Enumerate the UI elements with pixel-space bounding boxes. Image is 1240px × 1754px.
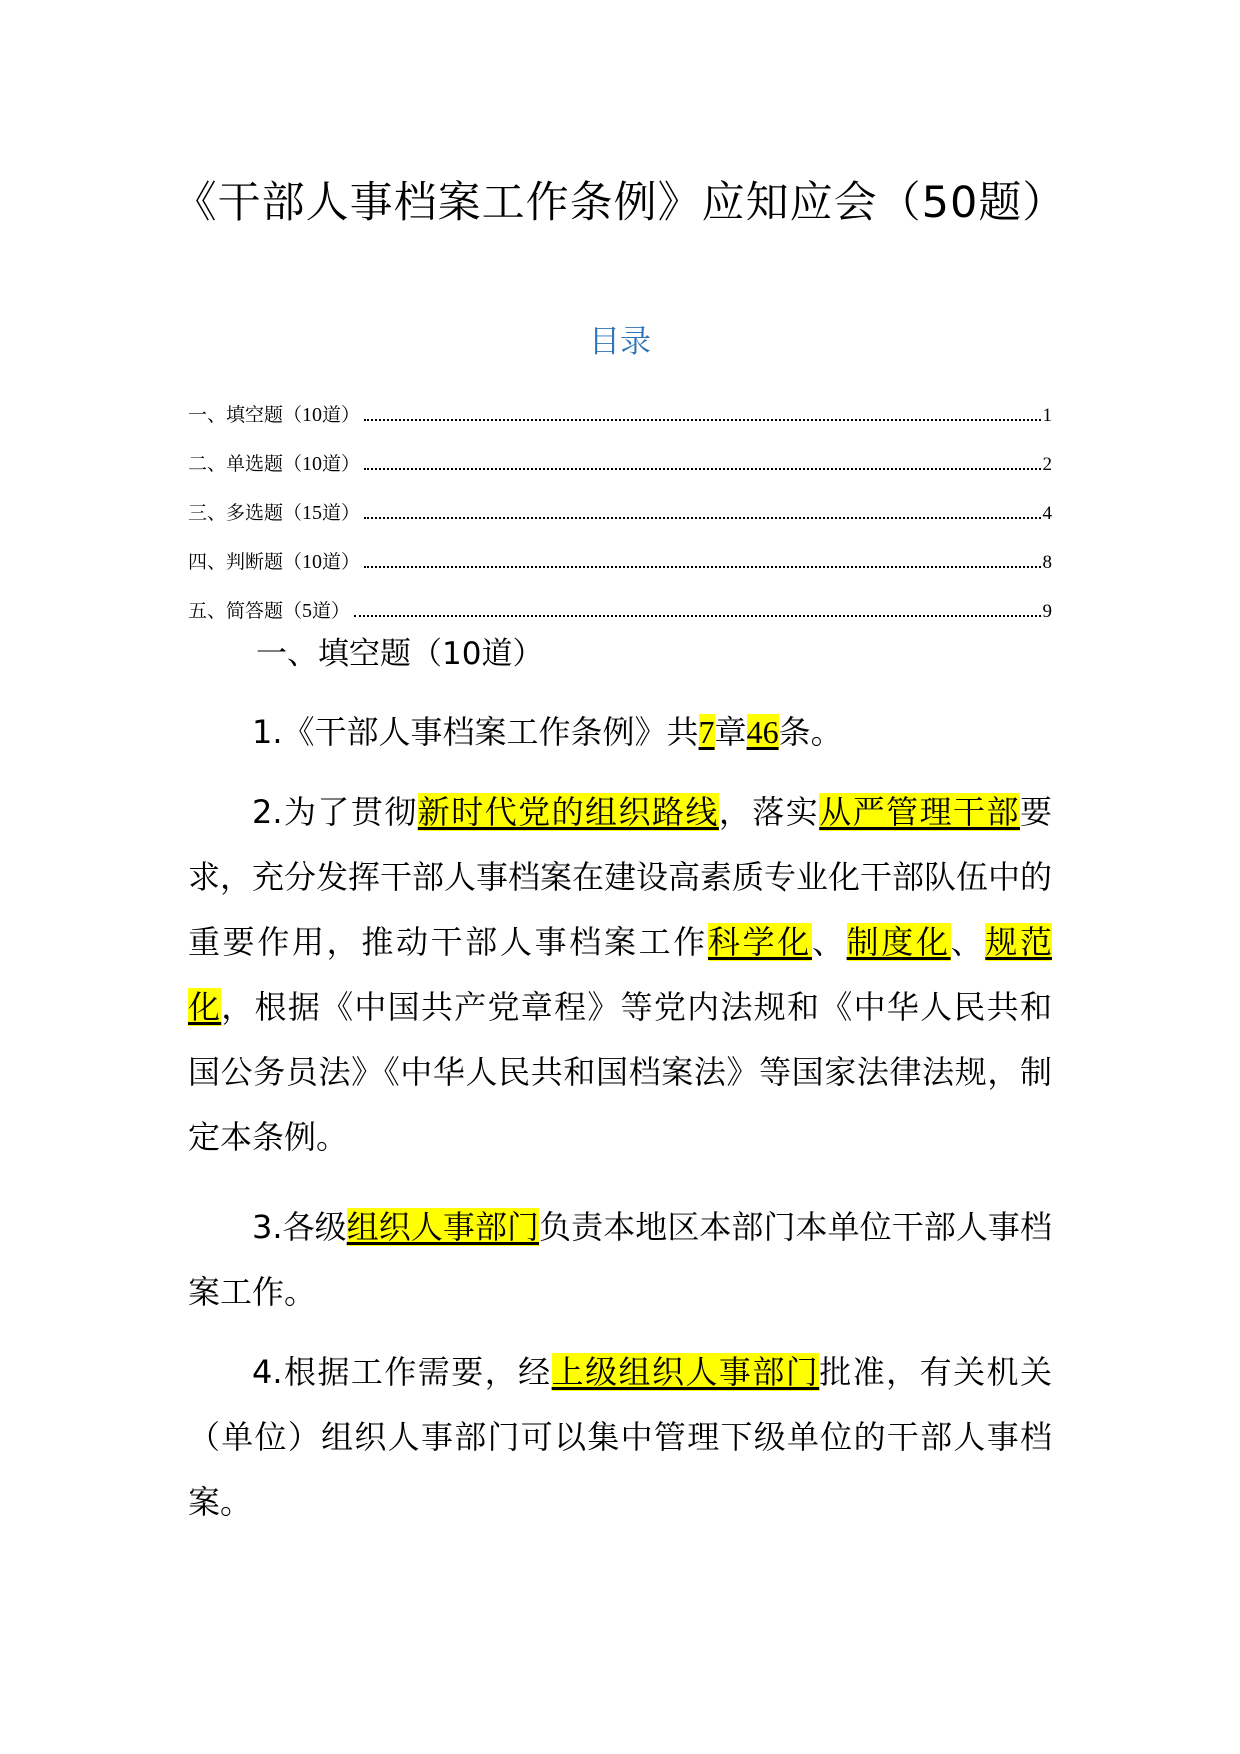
answer-highlight: 制度化 (846, 923, 951, 961)
toc-entry-label: 一、填空题（10道） (188, 404, 361, 426)
toc-entry-label: 四、判断题（10道） (188, 551, 361, 573)
toc-leader-dots (364, 419, 1040, 421)
toc-page-number: 8 (1042, 552, 1052, 573)
toc-page-number: 1 (1042, 405, 1052, 426)
question-1: 1.《干部人事档案工作条例》共7章46条。 (252, 713, 843, 751)
section-heading-fill-in: 一、填空题（10道） (256, 636, 544, 672)
answer-highlight: 组织人事部门 (346, 1208, 540, 1246)
toc-entry[interactable] (188, 525, 1052, 574)
toc-leader-dots (364, 468, 1040, 470)
answer-highlight: 科学化 (707, 923, 812, 961)
toc-entry-label: 五、简答题（5道） (188, 600, 351, 622)
toc-entry[interactable] (188, 378, 1052, 427)
answer-highlight: 上级组织人事部门 (551, 1353, 820, 1391)
toc-leader-dots (354, 615, 1040, 617)
answer-highlight: 从严管理干部 (819, 793, 1020, 831)
answer-highlight: 规范化 (188, 923, 1052, 1026)
toc-page-number: 9 (1042, 601, 1052, 622)
answer-highlight: 新时代党的组织路线 (417, 793, 719, 831)
table-of-contents (188, 378, 1052, 623)
toc-leader-dots (364, 517, 1040, 519)
answer-highlight: 7 (698, 714, 715, 750)
toc-leader-dots (364, 566, 1040, 568)
toc-heading: 目录 (589, 324, 651, 360)
toc-entry[interactable] (188, 427, 1052, 476)
toc-entry[interactable] (188, 476, 1052, 525)
toc-page-number: 4 (1042, 503, 1052, 524)
toc-entry[interactable] (188, 574, 1052, 623)
question-2: 2.为了贯彻新时代党的组织路线，落实从严管理干部要求，充分发挥干部人事档案在建设高素质专业化干部队伍中的重要作用，推动干部人事档案工作科学化、制度化、规范化，根据《中国共产党章程》等党内法规和《中华人民共和国公务员法》《中华人民共和国档案法》等国家法律法规，制定本条例。 (188, 793, 1053, 1156)
toc-entry-label: 二、单选题（10道） (188, 453, 361, 475)
document-title: 《干部人事档案工作条例》应知应会（50题） (173, 178, 1067, 228)
question-4: 4.根据工作需要，经上级组织人事部门批准，有关机关（单位）组织人事部门可以集中管理下级单位的干部人事档案。 (188, 1353, 1052, 1521)
toc-page-number: 2 (1042, 454, 1052, 475)
answer-highlight: 46 (746, 714, 779, 750)
toc-entry-label: 三、多选题（15道） (188, 502, 361, 524)
question-3: 3.各级组织人事部门负责本地区本部门本单位干部人事档案工作。 (188, 1208, 1052, 1311)
